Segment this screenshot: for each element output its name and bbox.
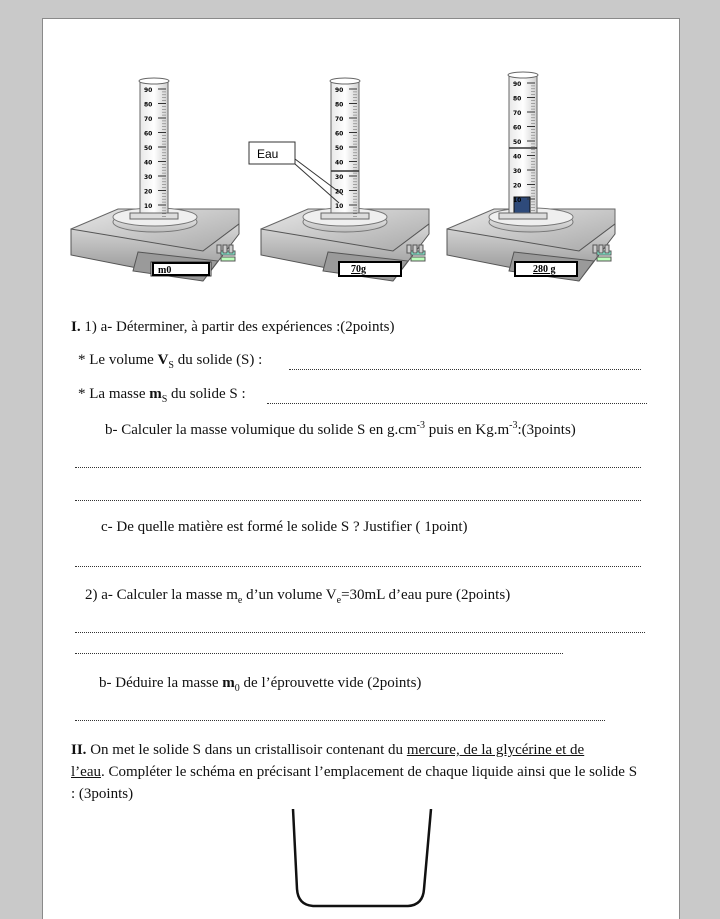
q1-b: b- Calculer la masse volumique du solide S en $g.cm^{-3}$ puis en $Kg.m^{-3}:(3points)$ <box>105 420 576 438</box>
worksheet-page <box>42 18 680 919</box>
scale-tick-label: 60 <box>513 124 522 132</box>
scale-tick-label: 20 <box>513 182 522 190</box>
scale-tick-label: 30 <box>513 168 522 175</box>
scale-tick-label: 20 <box>335 188 344 196</box>
q1-title <box>71 319 394 336</box>
q2-a: 2) a- Calculer la masse $m_e$ d’un volume $V_e=30mL$ d’eau pure (2points) <box>85 587 511 606</box>
display-2: 70g <box>351 264 366 275</box>
balances-figure <box>43 19 679 314</box>
answer-line-ms[interactable] <box>267 402 647 404</box>
scale-tick-label: 60 <box>144 130 153 138</box>
q1-vs-line: * Le volume $V_S$ du solide (S) : <box>78 352 263 371</box>
answer-line-vs[interactable] <box>289 368 641 370</box>
answer-line-b2[interactable] <box>75 499 641 501</box>
q2-b: b- Déduire la masse $m_0$ de l’éprouvette vide (2points) <box>99 675 422 694</box>
scale-tick-label: 70 <box>335 116 344 123</box>
part2-text: II. On met le solide S dans un cristallisoir contenant du mercure, de la glycérine et de l’eau. Compléter le schéma en précisant l’emplacement de chaque liquide ainsi que le solide S : (3points) <box>71 742 638 802</box>
scale-tick-label: 50 <box>144 145 153 152</box>
scale-tick-label: 60 <box>335 130 344 138</box>
q1-c: c- De quelle matière est formé le solide S ? Justifier ( 1point) <box>101 519 468 535</box>
scale-tick-label: 40 <box>513 153 522 161</box>
display-3: 280 g <box>533 264 556 275</box>
q1-ms-line: * La masse $m_S$ du solide S : <box>78 386 246 405</box>
answer-line-2a1[interactable] <box>75 631 645 633</box>
scale-tick-label: 70 <box>513 110 522 117</box>
scale-tick-label: 90 <box>335 87 344 94</box>
scale-tick-label: 40 <box>144 159 153 167</box>
scale-tick-label: 40 <box>335 159 344 167</box>
answer-line-2a2[interactable] <box>75 652 563 654</box>
scale-tick-label: 80 <box>513 95 522 103</box>
display-1: m0 <box>158 265 172 276</box>
scale-tick-label: 30 <box>335 174 344 181</box>
scale-tick-label: 50 <box>513 139 522 146</box>
answer-line-2b[interactable] <box>75 719 605 721</box>
scale-tick-label: 10 <box>144 203 153 210</box>
scale-tick-label: 80 <box>335 101 344 109</box>
answer-line-b1[interactable] <box>75 466 641 468</box>
scale-tick-label: 10 <box>335 203 344 210</box>
scale-tick-label: 90 <box>513 81 522 88</box>
q1-number: I. <box>71 319 81 335</box>
answer-line-c[interactable] <box>75 565 641 567</box>
balance-1 <box>71 78 239 281</box>
q1-title-text: 1) a- Déterminer, à partir des expériences :(2points) <box>84 319 395 335</box>
scale-tick-label: 70 <box>144 116 153 123</box>
scale-tick-label: 80 <box>144 101 153 109</box>
scale-tick-label: 20 <box>144 188 153 196</box>
scale-tick-label: 50 <box>335 145 344 152</box>
scale-tick-label: 90 <box>144 87 153 94</box>
scale-tick-label: 30 <box>144 174 153 181</box>
eau-label: Eau <box>257 147 279 161</box>
scale-tick-label: 10 <box>513 197 522 204</box>
crystallizer-diagram[interactable] <box>283 809 443 919</box>
